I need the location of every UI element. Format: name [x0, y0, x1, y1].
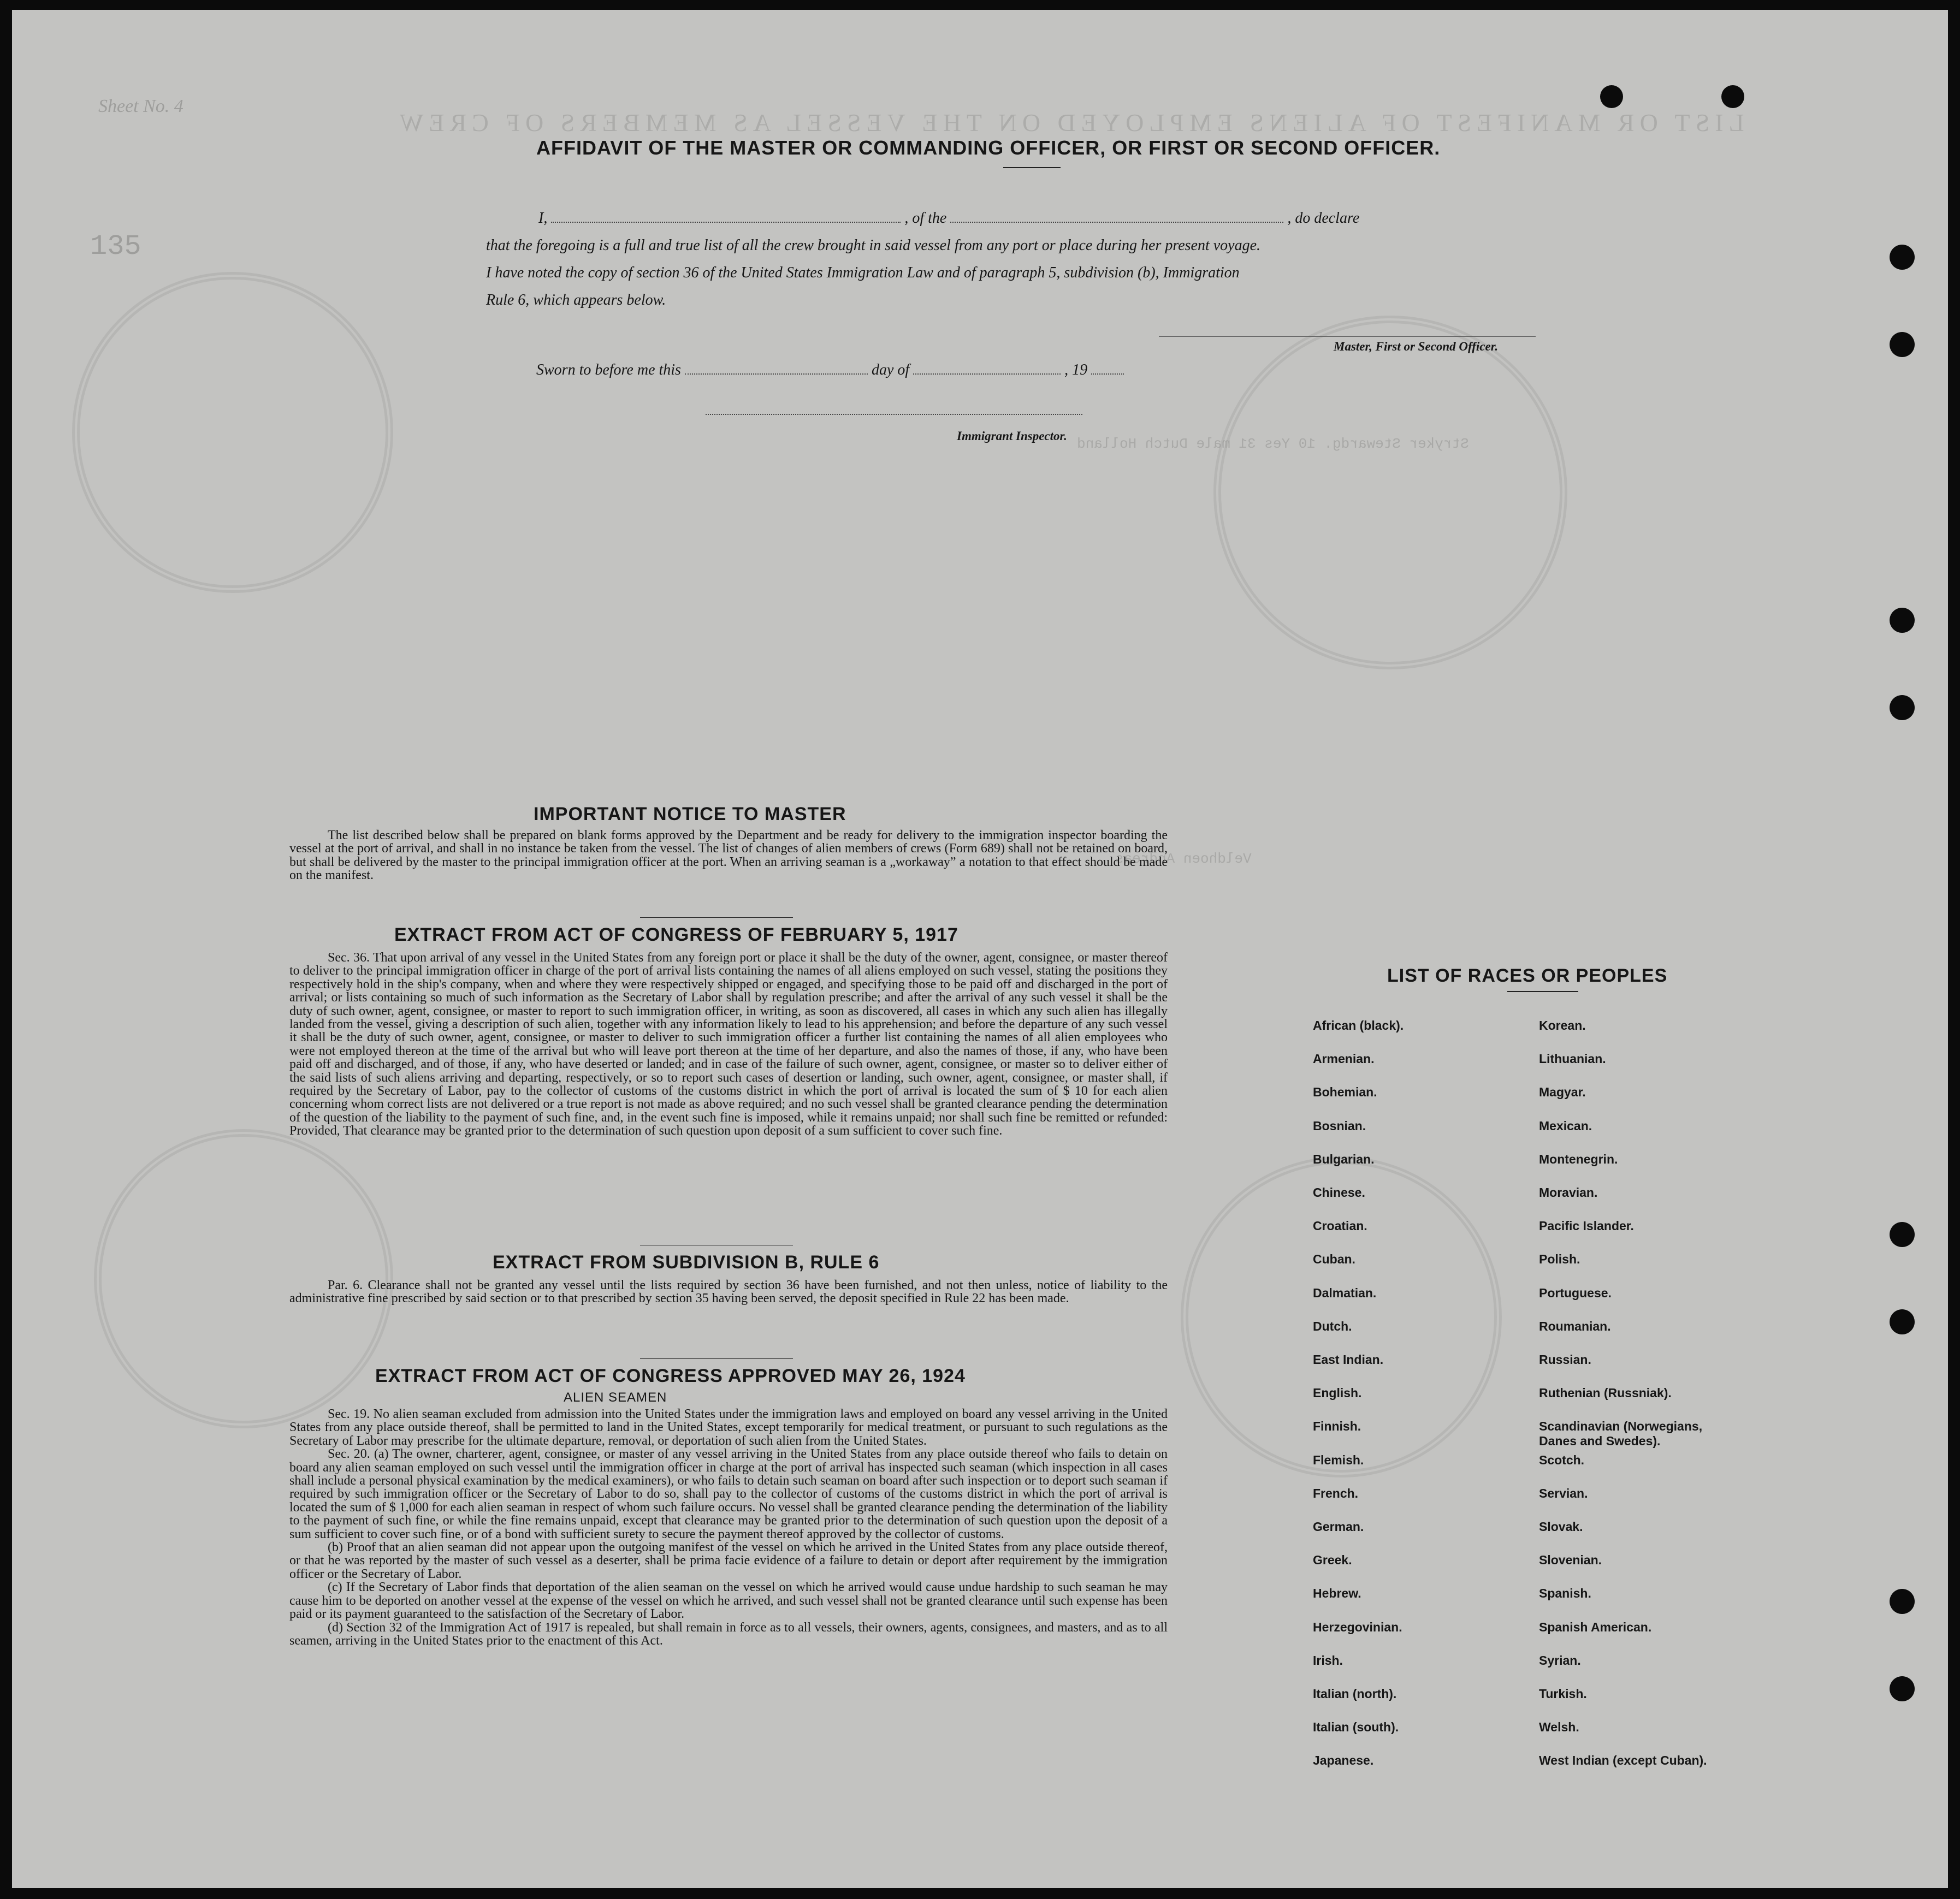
punch-hole	[1890, 608, 1915, 633]
race-item: Dalmatian.	[1313, 1285, 1377, 1300]
par-6-paragraph: Par. 6. Clearance shall not be granted any vessel until the lists required by section 36 have been furnished, and not then unless, notice of liability to the administrative fine prescribed by said section or to that prescribed by section 35 having been served, the deposit specified in Rule 22 has been made.	[289, 1278, 1168, 1306]
section-divider	[640, 917, 793, 918]
race-item: French.	[1313, 1486, 1359, 1500]
race-item: Portuguese.	[1539, 1285, 1612, 1300]
inspector-signature-line	[706, 414, 1082, 415]
race-item: Slovenian.	[1539, 1553, 1602, 1568]
race-item: Greek.	[1313, 1553, 1352, 1568]
race-item: Spanish American.	[1539, 1619, 1652, 1634]
affidavit-text-line-3: I have noted the copy of section 36 of the United States Immigration Law and of paragraph 5, subdivision (b), Immigration	[486, 264, 1240, 281]
races-title: LIST OF RACES OR PEOPLES	[1387, 965, 1668, 986]
race-item: Italian (south).	[1313, 1720, 1399, 1735]
day-blank	[685, 363, 868, 375]
mirrored-header-bleedthrough: LIST OR MANIFEST OF ALIENS EMPLOYED ON THE VESSEL AS MEMBERS OF CREW	[394, 109, 1744, 137]
race-item: Mexican.	[1539, 1118, 1592, 1133]
race-item: Magyar.	[1539, 1085, 1586, 1100]
act-1917-text	[289, 951, 1168, 1138]
punch-hole	[1890, 1676, 1915, 1701]
notice-title: IMPORTANT NOTICE TO MASTER	[534, 804, 846, 824]
act-1917-title: EXTRACT FROM ACT OF CONGRESS OF FEBRUARY 5, 1917	[394, 924, 958, 945]
sec-19-paragraph: Sec. 19. No alien seaman excluded from admission into the United States under the immigration laws and employed on board any vessel arriving in the United States from any place outside thereof, shall be permitted to land in the United States, except temporarily for medical treatment, or pursuant to such regulations as the Secretary of Labor may prescribe for the ultimate departure, removal, or deportation of such alien from the United States.	[289, 1407, 1168, 1448]
race-item: Bohemian.	[1313, 1085, 1377, 1100]
race-item: Moravian.	[1539, 1185, 1598, 1200]
affidavit-title: AFFIDAVIT OF THE MASTER OR COMMANDING OFFICER, OR FIRST OR SECOND OFFICER.	[536, 137, 1441, 159]
race-item: Montenegrin.	[1539, 1152, 1618, 1166]
alien-seamen-subtitle: ALIEN SEAMEN	[564, 1390, 667, 1405]
name-blank	[551, 211, 901, 223]
i-label: I,	[538, 210, 548, 227]
race-item: Pacific Islander.	[1539, 1219, 1634, 1233]
affidavit-text-line-2: that the foregoing is a full and true list of all the crew brought in said vessel from any port or place during her present voyage.	[486, 237, 1261, 254]
race-item: Chinese.	[1313, 1185, 1365, 1200]
affidavit-text-line-4: Rule 6, which appears below.	[486, 292, 666, 308]
race-item: Turkish.	[1539, 1687, 1587, 1701]
bleedthrough-row: Veldhoen Andreas	[1115, 851, 1252, 867]
act-1924-title: EXTRACT FROM ACT OF CONGRESS APPROVED MAY 26, 1924	[375, 1366, 966, 1386]
race-item: Roumanian.	[1539, 1319, 1611, 1333]
master-caption: Master, First or Second Officer.	[1334, 340, 1499, 353]
race-item: Spanish.	[1539, 1586, 1591, 1601]
race-item: Servian.	[1539, 1486, 1588, 1500]
of-the-label: , of the	[904, 210, 947, 227]
race-item: Croatian.	[1313, 1219, 1367, 1233]
seal-stamp-top-left	[72, 272, 393, 593]
notice-text	[289, 829, 1168, 882]
punch-hole	[1890, 1589, 1915, 1614]
race-item: Hebrew.	[1313, 1586, 1361, 1601]
affidavit-declaration-line	[538, 210, 1359, 227]
race-item: Cuban.	[1313, 1252, 1355, 1267]
sworn-line	[536, 361, 1124, 379]
vessel-blank	[950, 211, 1283, 223]
race-item: Irish.	[1313, 1653, 1343, 1667]
title-divider	[1003, 167, 1061, 168]
race-item: Korean.	[1539, 1018, 1586, 1032]
day-of-label: day of	[871, 361, 910, 378]
notice-paragraph: The list described below shall be prepared on blank forms approved by the Department and be ready for delivery to the immigration inspector boarding the vessel at the port of arrival, and shall in no instance be taken from the vessel. The list of changes of alien members of crews (Form 689) shall not be retained on board, but shall be delivered by the master to the principal immigration officer at the port. When an arriving seaman is a „workaway” a notation to that effect should be made on the manifest.	[289, 828, 1168, 883]
page-number: 135	[90, 230, 141, 263]
section-divider	[640, 1358, 793, 1359]
race-item: Herzegovinian.	[1313, 1619, 1402, 1634]
race-item: Slovak.	[1539, 1520, 1583, 1534]
race-item: Russian.	[1539, 1352, 1591, 1367]
race-item: Welsh.	[1539, 1720, 1579, 1735]
race-item: Armenian.	[1313, 1052, 1375, 1066]
punch-hole	[1721, 85, 1744, 108]
punch-hole	[1890, 695, 1915, 720]
race-item: African (black).	[1313, 1018, 1404, 1032]
race-item: East Indian.	[1313, 1352, 1384, 1367]
sec-20a-paragraph: Sec. 20. (a) The owner, charterer, agent, consignee, or master of any vessel arriving in the United States from any place outside thereof who fails to detain on board any alien seaman employed on such vessel until the immigration officer in charge at the port of arrival has inspected such seaman (which inspection in all cases shall include a personal physical examination by the medical examiners), or who fails to detain such seaman on board after such inspection or to deport such seaman if required by such immigration officer or the Secretary of Labor to do so, shall pay to the collector of customs of the customs district in which the port of arrival is located the sum of $ 1,000 for each alien seaman in respect of whom such failure occurs. No vessel shall be granted clearance pending the determination of the liability to the payment of such fine, or while the fine remains unpaid, except that clearance may be granted prior to the determination of such question upon the deposit of a sum sufficient to cover such fine, or of a bond with sufficient surety to secure the payment thereof approved by the collector of customs.	[289, 1447, 1168, 1541]
sec-20c-paragraph: (c) If the Secretary of Labor finds that deportation of the alien seaman on the vessel on which he arrived would cause undue hardship to such seaman he may cause him to be deported on another vessel at the expense of the vessel on which he arrived, and such vessel shall not be granted clearance until such expense has been paid or its payment guaranteed to the satisfaction of the Secretary of Labor.	[289, 1580, 1168, 1622]
sec-20d-paragraph: (d) Section 32 of the Immigration Act of 1917 is repealed, but shall remain in force as to all vessels, their owners, agents, consignees, and masters, and as to all seamen, arriving in the United States prior to the enactment of this Act.	[289, 1620, 1168, 1648]
race-item: Syrian.	[1539, 1653, 1581, 1667]
race-item: Lithuanian.	[1539, 1052, 1606, 1066]
race-item: Scotch.	[1539, 1452, 1585, 1467]
sec-36-paragraph: Sec. 36. That upon arrival of any vessel in the United States from any foreign port or place it shall be the duty of the owner, agent, consignee, or master thereof to deliver to the principal immigration officer in charge of the port of arrival lists containing the names of all aliens employed on such vessel, stating the positions they respectively hold in the ship's company, when and where they were respectively shipped or engaged, and specifying those to be paid off and discharged in the port of arrival; or lists containing so much of such information as the Secretary of Labor shall by regulation prescribe; and after the arrival of any such vessel it shall be the duty of such owner, agent, consignee, or master to report to such immigration officer, in writing, as soon as discovered, all cases in which any such alien has illegally landed from the vessel, giving a description of such alien, together with any information likely to lead to his apprehension; and before the departure of any such vessel it shall be the duty of such owner, agent, consignee, or master to deliver to such immigration officer a further list containing the names of all alien employees who were not employed thereon at the time of the arrival but who will leave port thereon at the time of her departure, and also the names of those, if any, who have been paid off and discharged, and of those, if any, who have deserted or landed; and in case of the failure of such owner, agent, consignee, or master so to deliver either of the said lists of such aliens arriving and departing, respectively, or so to report such cases of desertion or landing, such owner, agent, consignee, or master shall, if required by the Secretary of Labor, pay to the collector of customs of the customs district in which the port of arrival is located the sum of $ 10 for each alien concerning whom correct lists are not delivered or a true report is not made as above required; and no such vessel shall be granted clearance pending the determination of the question of the liability to the payment of such fine, and, in the event such fine is imposed, while it remains unpaid; nor shall such fine be remitted or refunded: Provided, That clearance may be granted prior to the determination of such question upon deposit of a sum sufficient to cover such fine.	[289, 951, 1168, 1138]
document-sheet	[12, 10, 1948, 1888]
master-signature-line	[1159, 336, 1536, 337]
punch-hole	[1890, 1222, 1915, 1247]
act-1924-text	[289, 1408, 1168, 1647]
sec-20b-paragraph: (b) Proof that an alien seaman did not appear upon the outgoing manifest of the vessel on which he arrived in the United States from any place outside thereof, or that he was reported by the master of such vessel as a deserter, shall be prima facie evidence of a failure to detain or deport after requirement by the immigration officer or the Secretary of Labor.	[289, 1540, 1168, 1581]
inspector-caption: Immigrant Inspector.	[957, 429, 1067, 443]
race-item: Bosnian.	[1313, 1118, 1366, 1133]
punch-hole	[1890, 332, 1915, 357]
race-item: Japanese.	[1313, 1753, 1374, 1768]
year-blank	[1091, 363, 1124, 375]
race-item: Flemish.	[1313, 1452, 1364, 1467]
year-prefix: , 19	[1064, 361, 1088, 378]
race-item: English.	[1313, 1386, 1362, 1400]
race-item: Italian (north).	[1313, 1687, 1397, 1701]
bleedthrough-row: Stryker Stewardg. 10 Yes 31 male Dutch Holland	[1077, 436, 1469, 452]
punch-hole	[1890, 245, 1915, 270]
race-item: West Indian (except Cuban).	[1539, 1753, 1707, 1768]
race-item: Polish.	[1539, 1252, 1580, 1267]
sworn-prefix: Sworn to before me this	[536, 361, 681, 378]
race-item: Scandinavian (Norwegians, Danes and Swedes).	[1539, 1419, 1703, 1449]
seal-stamp-top-right	[1213, 316, 1567, 669]
rule-6-title: EXTRACT FROM SUBDIVISION B, RULE 6	[493, 1252, 880, 1273]
month-blank	[913, 363, 1061, 375]
race-item: Bulgarian.	[1313, 1152, 1375, 1166]
race-item: German.	[1313, 1520, 1364, 1534]
race-item: Dutch.	[1313, 1319, 1352, 1333]
races-divider	[1507, 991, 1578, 992]
sheet-number: Sheet No. 4	[98, 96, 183, 116]
punch-hole	[1890, 1309, 1915, 1334]
rule-6-text	[289, 1279, 1168, 1305]
race-item: Finnish.	[1313, 1419, 1361, 1434]
punch-hole	[1600, 85, 1623, 108]
do-declare-label: , do declare	[1287, 210, 1360, 227]
race-item: Ruthenian (Russniak).	[1539, 1386, 1672, 1400]
